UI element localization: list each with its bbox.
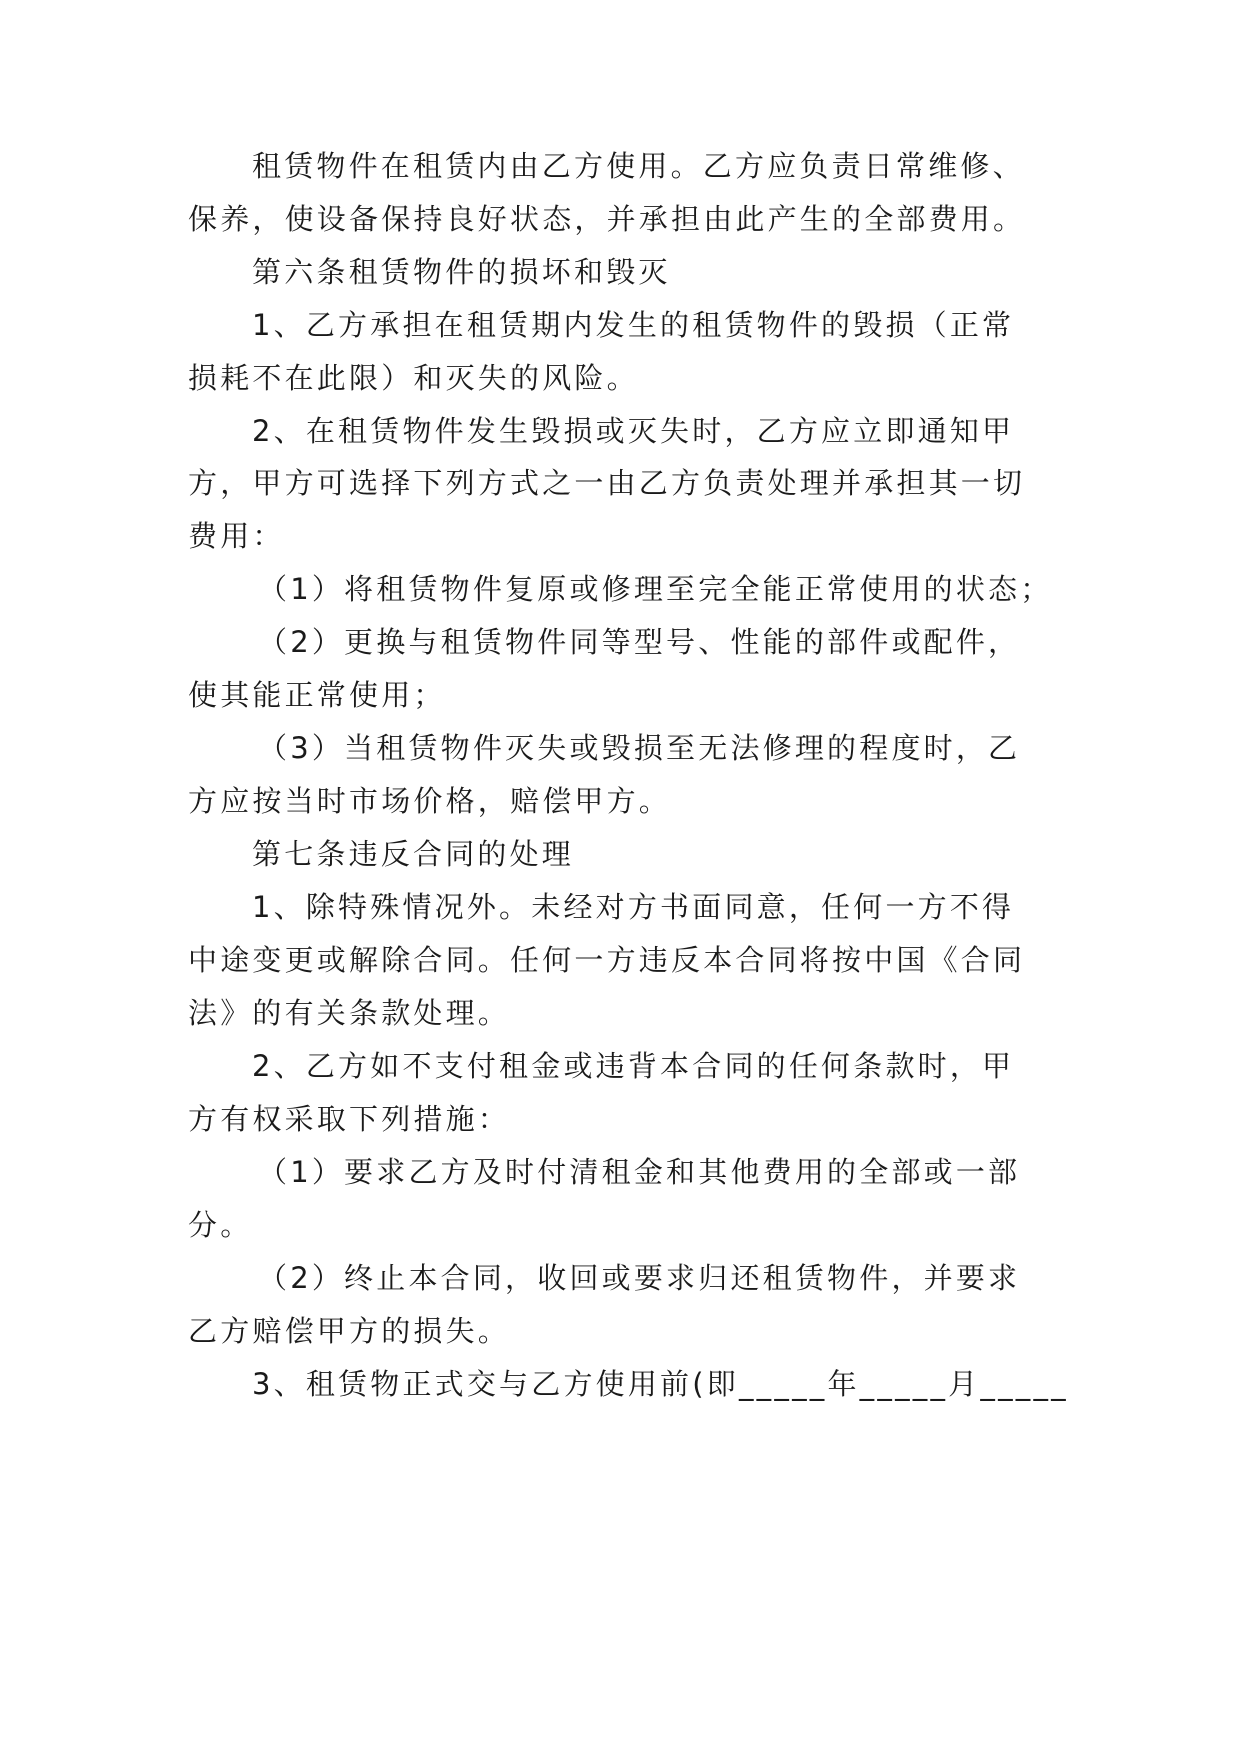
paragraph-line: 保养，使设备保持良好状态，并承担由此产生的全部费用。 — [188, 202, 1026, 236]
list-item: （3）当租赁物件灭失或毁损至无法修理的程度时，乙 — [258, 731, 1021, 765]
article-heading: 第七条违反合同的处理 — [252, 837, 575, 871]
paragraph-line: 1、乙方承担在租赁期内发生的租赁物件的毁损（正常 — [252, 308, 1015, 342]
paragraph-line: 费用： — [188, 519, 285, 553]
list-item: （1）要求乙方及时付清租金和其他费用的全部或一部 — [258, 1155, 1021, 1189]
paragraph-line: 损耗不在此限）和灭失的风险。 — [188, 361, 639, 395]
paragraph-line: 2、在租赁物件发生毁损或灭失时，乙方应立即通知甲 — [252, 414, 1015, 448]
paragraph-line: 分。 — [188, 1208, 253, 1242]
paragraph-line: 方，甲方可选择下列方式之一由乙方负责处理并承担其一切 — [188, 466, 1026, 500]
paragraph-line: 使其能正常使用； — [188, 678, 446, 712]
paragraph-line: 中途变更或解除合同。任何一方违反本合同将按中国《合同 — [188, 943, 1026, 977]
paragraph-line: 方应按当时市场价格，赔偿甲方。 — [188, 784, 672, 818]
paragraph-line: 租赁物件在租赁内由乙方使用。乙方应负责日常维修、 — [252, 149, 1025, 183]
list-item: （2）终止本合同，收回或要求归还租赁物件，并要求 — [258, 1261, 1021, 1295]
paragraph-line: 3、租赁物正式交与乙方使用前(即_____年_____月_____ — [252, 1367, 1069, 1401]
paragraph-line: 方有权采取下列措施： — [188, 1102, 511, 1136]
paragraph-line: 法》的有关条款处理。 — [188, 996, 511, 1030]
list-item: （2）更换与租赁物件同等型号、性能的部件或配件， — [258, 625, 1021, 659]
paragraph-line: 乙方赔偿甲方的损失。 — [188, 1314, 511, 1348]
article-heading: 第六条租赁物件的损坏和毁灭 — [252, 255, 671, 289]
paragraph-line: 1、除特殊情况外。未经对方书面同意，任何一方不得 — [252, 890, 1015, 924]
paragraph-line: 2、乙方如不支付租金或违背本合同的任何条款时，甲 — [252, 1049, 1015, 1083]
list-item: （1）将租赁物件复原或修理至完全能正常使用的状态； — [258, 572, 1053, 606]
